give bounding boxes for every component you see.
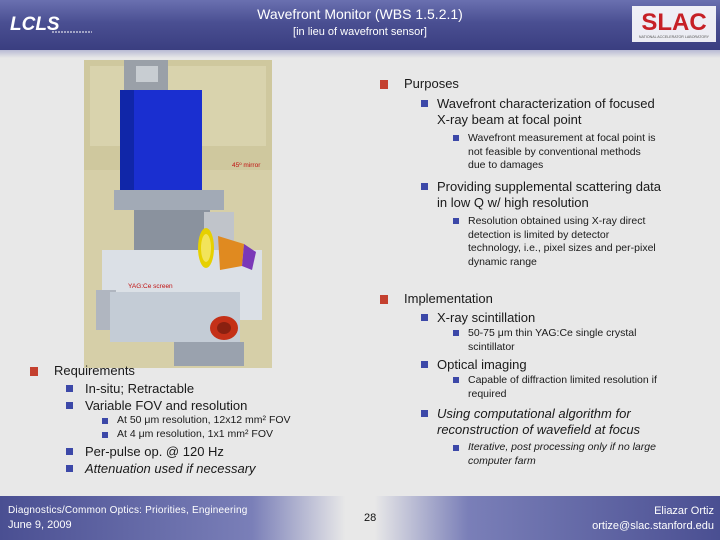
page-title: Wavefront Monitor (WBS 1.5.2.1) (257, 6, 463, 22)
footer-email: ortize@slac.stanford.edu (592, 520, 714, 532)
purposes-item-1-line2: X-ray beam at focal point (437, 111, 582, 127)
requirements-item-4: Attenuation used if necessary (85, 461, 256, 476)
implementation-item-3-sub (468, 441, 656, 468)
bullet-marker-blue (421, 183, 428, 190)
implementation-item-1-sub (468, 327, 636, 354)
requirements-item-1: In-situ; Retractable (85, 381, 195, 396)
purposes-item-1-sub-line3: due to damages (468, 159, 544, 172)
bullet-marker-blue (102, 432, 108, 438)
photo-label-mirror: 45º mirror (232, 162, 261, 169)
purposes-item-2-sub-line2: detection is limited by detector (468, 228, 610, 241)
purposes-item-1-sub-line2: not feasible by conventional methods (468, 145, 641, 158)
bullet-marker-blue (66, 385, 73, 392)
bullet-marker-blue (421, 410, 428, 417)
bullet-marker-red (380, 80, 388, 89)
purposes-item-1-line1: Wavefront characterization of focused (437, 96, 655, 111)
requirements-item-2-sub-1: At 50 μm resolution, 12x12 mm² FOV (117, 414, 291, 426)
purposes-item-2-sub-line4: dynamic range (468, 255, 537, 268)
page-subtitle: [in lieu of wavefront sensor] (293, 26, 427, 38)
bullet-marker-blue (102, 418, 108, 424)
implementation-item-2-sub-line2: required (468, 387, 507, 400)
page-number: 28 (364, 512, 377, 524)
apparatus-photo (84, 60, 272, 368)
bullet-marker-blue (453, 330, 459, 336)
bullet-marker-blue (66, 402, 73, 409)
header-fade (0, 50, 720, 58)
implementation-heading: Implementation (404, 291, 493, 306)
requirements-item-2-sub-2: At 4 μm resolution, 1x1 mm² FOV (117, 428, 274, 440)
purposes-heading: Purposes (404, 76, 459, 91)
footer-bar (0, 496, 720, 540)
purposes-item-2-sub-line1: Resolution obtained using X-ray direct (468, 215, 646, 227)
requirements-item-3: Per-pulse op. @ 120 Hz (85, 444, 224, 459)
purposes-item-1 (437, 96, 655, 127)
purposes-item-2-sub-line3: technology, i.e., pixel sizes and per-pixel (468, 242, 656, 255)
bullet-marker-blue (453, 377, 459, 383)
bullet-marker-blue (66, 465, 73, 472)
requirements-heading: Requirements (54, 363, 135, 378)
bullet-marker-red (30, 367, 38, 376)
purposes-item-2-sub (468, 215, 656, 270)
implementation-item-3-line1: Using computational algorithm for (437, 406, 631, 421)
purposes-item-1-sub (468, 132, 656, 173)
bullet-marker-blue (421, 100, 428, 107)
bullet-marker-blue (66, 448, 73, 455)
implementation-item-1-sub-line1: 50-75 μm thin YAG:Ce single crystal (468, 327, 637, 339)
bullet-marker-blue (453, 218, 459, 224)
purposes-item-2 (437, 179, 661, 210)
footer-date: June 9, 2009 (8, 519, 72, 531)
footer-project: Diagnostics/Common Optics: Priorities, Engineering (8, 505, 248, 516)
slac-logo (632, 6, 716, 42)
slac-logo-text: SLAC (641, 9, 707, 36)
lcls-logo-text: LCLS (10, 14, 60, 35)
footer-author: Eliazar Ortiz (654, 505, 714, 517)
implementation-item-1-sub-line2: scintillator (468, 340, 515, 353)
purposes-item-2-line2: in low Q w/ high resolution (437, 194, 589, 210)
implementation-item-1: X-ray scintillation (437, 310, 536, 325)
implementation-item-2-sub (468, 374, 657, 401)
requirements-item-2: Variable FOV and resolution (85, 398, 248, 413)
slac-logo-tagline: NATIONAL ACCELERATOR LABORATORY (638, 35, 710, 39)
purposes-item-1-sub-line1: Wavefront measurement at focal point is (468, 132, 656, 144)
bullet-marker-blue (421, 361, 428, 368)
bullet-marker-blue (421, 314, 428, 321)
bullet-marker-red (380, 295, 388, 304)
purposes-item-2-line1: Providing supplemental scattering data (437, 179, 662, 194)
bullet-marker-blue (453, 445, 459, 451)
implementation-item-3 (437, 406, 640, 437)
implementation-item-2: Optical imaging (437, 357, 527, 372)
bullet-marker-blue (453, 135, 459, 141)
implementation-item-3-sub-line2: computer farm (468, 454, 536, 467)
implementation-item-3-line2: reconstruction of wavefield at focus (437, 421, 641, 437)
implementation-item-2-sub-line1: Capable of diffraction limited resolution if (468, 374, 657, 386)
implementation-item-3-sub-line1: Iterative, post processing only if no large (468, 441, 656, 453)
photo-label-screen: YAG:Ce screen (128, 283, 173, 290)
